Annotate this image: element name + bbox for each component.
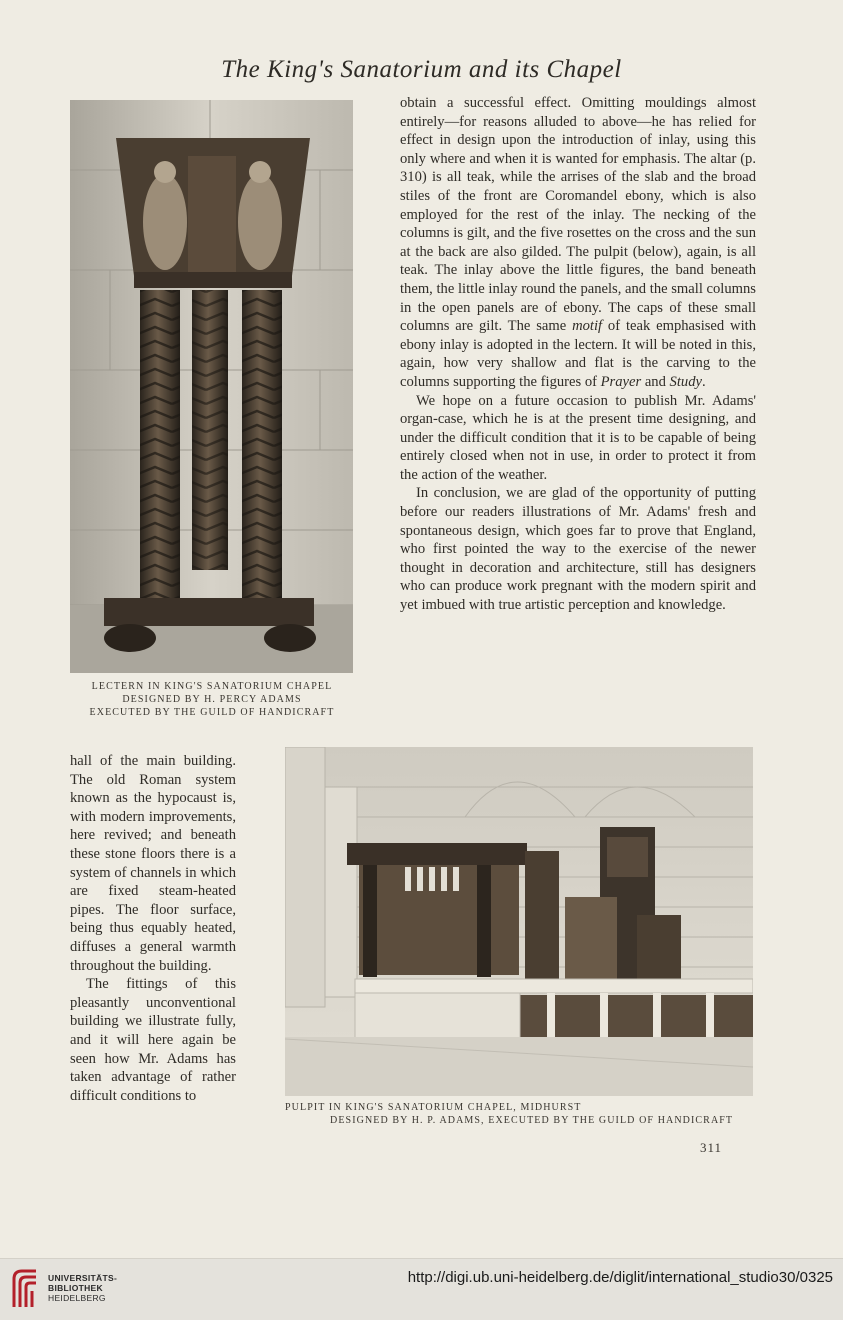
paragraph: We hope on a future occasion to publish Mr. Adams' organ-case, which he is at the present time designing, and under the difficult condition that it is to be capable of being entirely closed when not in use, in order to protect it from the action of the weather. bbox=[400, 392, 756, 483]
lectern-caption bbox=[52, 680, 372, 719]
library-name-line: HEIDELBERG bbox=[48, 1293, 106, 1303]
library-name bbox=[48, 1273, 117, 1303]
lectern-caption-line: EXECUTED BY THE GUILD OF HANDICRAFT bbox=[89, 707, 335, 718]
paragraph: hall of the main building. The old Roman system known as the hypocaust is, with modern improvements, here revived; and beneath these stone floors there is a system of channels in which are fixed steam-heated pipes. The floor surface, being thus equably heated, diffuses a general warmth throughout the building. bbox=[70, 753, 236, 974]
library-name-line: UNIVERSITÄTS- bbox=[48, 1273, 118, 1283]
pulpit-caption bbox=[285, 1101, 755, 1127]
paragraph: In conclusion, we are glad of the opportunity of putting before our readers illustrations of Mr. Adams' fresh and spontaneous design, which goes far to prove that England, who first pointed the way to the exercise of the newer thought in decoration and architecture, still has designers who can produce work pregnant with the modern spirit and yet imbued with true artistic perception and knowledge. bbox=[400, 485, 756, 614]
lectern-photo bbox=[70, 100, 353, 673]
footer-bar bbox=[0, 1258, 843, 1320]
source-url-link[interactable]: http://digi.ub.uni-heidelberg.de/diglit/international_studio30/0325 bbox=[407, 1269, 833, 1286]
right-column-text bbox=[400, 94, 756, 615]
pulpit-photo bbox=[285, 747, 753, 1096]
pulpit-caption-line: PULPIT IN KING'S SANATORIUM CHAPEL, MIDHURST bbox=[285, 1102, 582, 1113]
lectern-caption-line: LECTERN IN KING'S SANATORIUM CHAPEL bbox=[91, 681, 333, 692]
page-number: 311 bbox=[700, 1140, 723, 1155]
running-title: The King's Sanatorium and its Chapel bbox=[221, 56, 622, 83]
pulpit-caption-line: DESIGNED BY H. P. ADAMS, EXECUTED BY THE GUILD OF HANDICRAFT bbox=[330, 1115, 734, 1126]
university-logo-icon bbox=[10, 1267, 40, 1311]
left-column-text bbox=[70, 752, 236, 1105]
paragraph: The fittings of this pleasantly unconventional building we illustrate fully, and it will here again be seen how Mr. Adams has taken advantage of rather difficult conditions to bbox=[70, 976, 236, 1104]
paragraph: obtain a successful effect. Omitting mouldings almost entirely—for reasons alluded to above—he has relied for effect in design upon the introduction of inlay, using this only where and when it is wanted for emphasis. The altar (p. 310) is all teak, while the arrises of the slab and the broad stiles of the front are Coromandel ebony, which is also employed for the rest of the inlay. The necking of the columns is gilt, and the five rosettes on the cross and the sun at the back are also gilded. The pulpit (below), again, is all teak. The inlay above the little figures, the band beneath them, the little inlay round the panels, and the small columns in the open panels are of ebony. The caps of these small columns are gilt. The same motif of teak emphasised with ebony inlay is adopted in the lectern. It will be noted in this, again, how very shallow and flat is the carving to the columns supporting the figures of Prayer and Study. bbox=[400, 95, 757, 390]
library-name-line: BIBLIOTHEK bbox=[48, 1283, 103, 1293]
lectern-caption-line: DESIGNED BY H. PERCY ADAMS bbox=[122, 694, 302, 705]
